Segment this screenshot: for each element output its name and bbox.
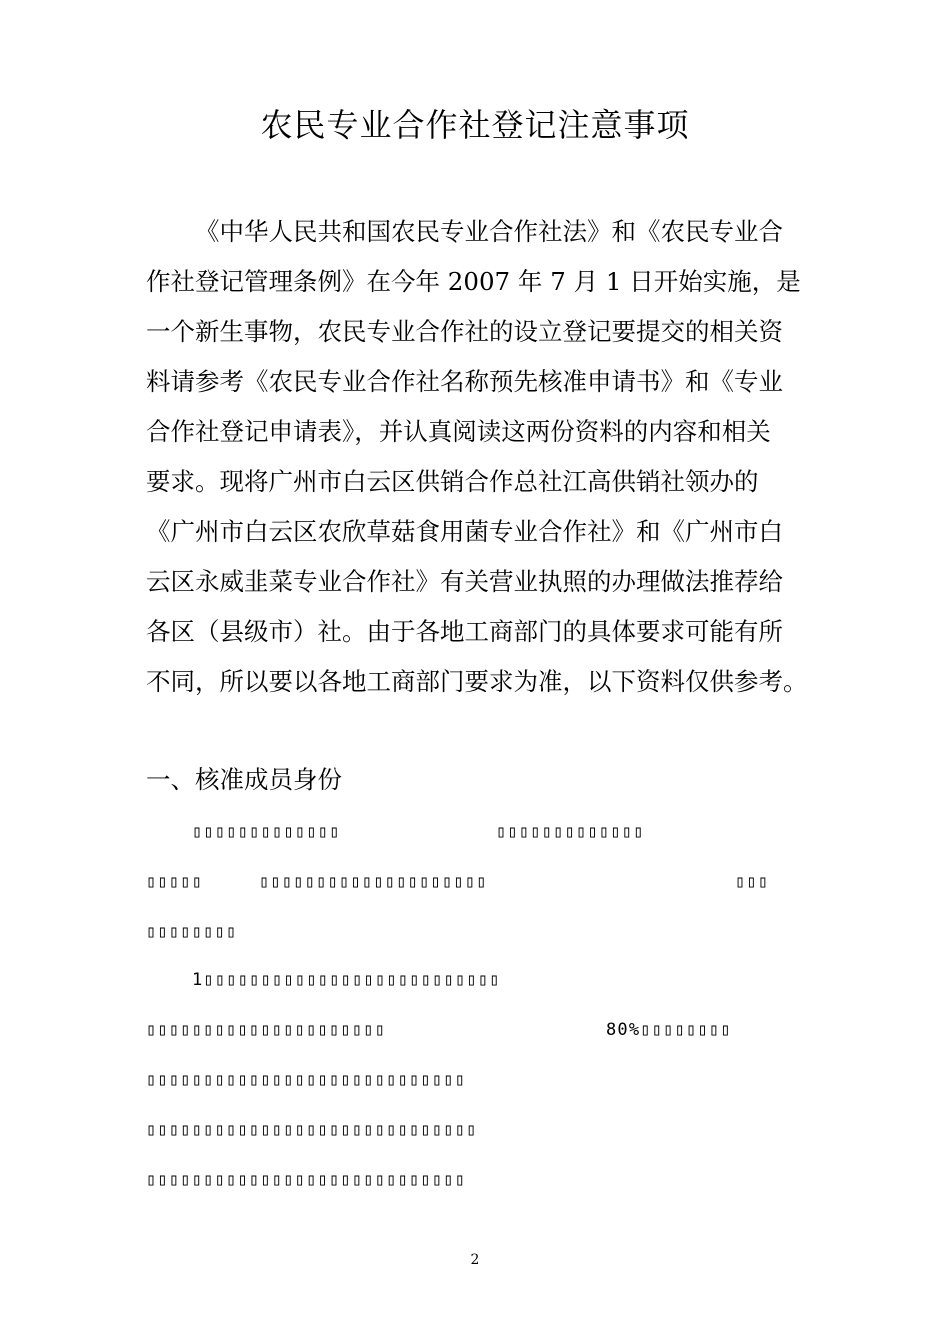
intro-line-9: 各区（县级市）社。由于各地工商部门的具体要求可能有所 — [146, 617, 783, 646]
garbled-text-11: ▯▯▯▯▯▯▯▯▯▯▯▯▯▯▯▯▯▯▯▯▯▯▯▯▯▯▯▯▯ — [146, 1120, 478, 1140]
intro-line-6: 要求。现将广州市白云区供销合作总社江高供销社领办的 — [146, 467, 759, 496]
garbled-text-7: 1▯▯▯▯▯▯▯▯▯▯▯▯▯▯▯▯▯▯▯▯▯▯▯▯▯▯ — [192, 970, 501, 990]
garbled-text-12: ▯▯▯▯▯▯▯▯▯▯▯▯▯▯▯▯▯▯▯▯▯▯▯▯▯▯▯▯ — [146, 1170, 467, 1190]
intro-line-5: 合作社登记申请表》，并认真阅读这两份资料的内容和相关 — [146, 417, 771, 446]
intro-line-1: 《中华人民共和国农民专业合作社法》和《农民专业合 — [195, 217, 783, 246]
garbled-text-10: ▯▯▯▯▯▯▯▯▯▯▯▯▯▯▯▯▯▯▯▯▯▯▯▯▯▯▯▯ — [146, 1070, 467, 1090]
garbled-text-5: ▯▯▯ — [735, 872, 770, 892]
intro-line-2: 作社登记管理条例》在今年 2007 年 7 月 1 日开始实施，是 — [146, 267, 801, 296]
garbled-text-8: ▯▯▯▯▯▯▯▯▯▯▯▯▯▯▯▯▯▯▯▯▯ — [146, 1020, 387, 1040]
garbled-text-4: ▯▯▯▯▯▯▯▯▯▯▯▯▯▯▯▯▯▯▯▯ — [259, 872, 488, 892]
page-number: 2 — [470, 1252, 480, 1268]
intro-line-4: 料请参考《农民专业合作社名称预先核准申请书》和《专业 — [146, 367, 783, 396]
intro-line-3: 一个新生事物，农民专业合作社的设立登记要提交的相关资 — [146, 317, 783, 346]
intro-line-8: 云区永威韭菜专业合作社》有关营业执照的办理做法推荐给 — [146, 567, 783, 596]
garbled-text-1: ▯▯▯▯▯▯▯▯▯▯▯▯▯ — [192, 822, 341, 842]
garbled-text-9: 80%▯▯▯▯▯▯▯▯ — [606, 1020, 732, 1040]
section-heading: 一、核准成员身份 — [146, 765, 342, 794]
garbled-text-3: ▯▯▯▯▯ — [146, 872, 204, 892]
intro-line-7: 《广州市白云区农欣草菇食用菌专业合作社》和《广州市白 — [146, 517, 783, 546]
garbled-text-2: ▯▯▯▯▯▯▯▯▯▯▯▯▯ — [496, 822, 645, 842]
garbled-text-6: ▯▯▯▯▯▯▯▯ — [146, 922, 238, 942]
document-title: 农民专业合作社登记注意事项 — [260, 106, 690, 144]
intro-line-10: 不同，所以要以各地工商部门要求为准，以下资料仅供参考。 — [146, 667, 808, 696]
